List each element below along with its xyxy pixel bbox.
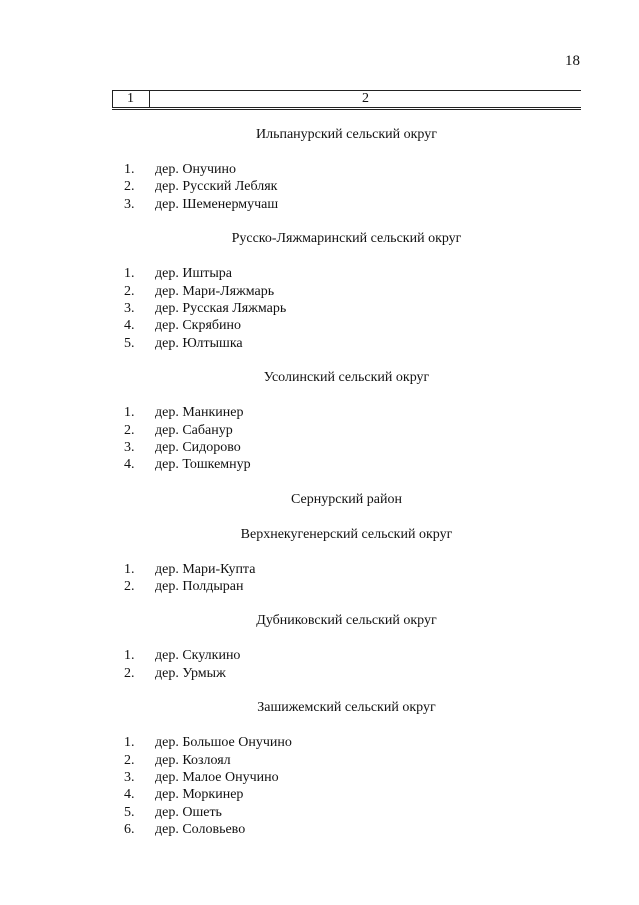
item-name: дер. Русская Ляжмарь xyxy=(155,300,287,316)
item-number: 4. xyxy=(124,457,135,473)
column-2-number: 2 xyxy=(362,91,369,106)
item-number: 1. xyxy=(124,561,135,577)
item-name: дер. Козлоял xyxy=(155,752,231,768)
item-name: дер. Сидорово xyxy=(155,439,241,455)
item-name: дер. Манкинер xyxy=(155,405,244,421)
item-number: 2. xyxy=(124,579,135,595)
item-name: дер. Сабанур xyxy=(155,422,233,438)
village-list xyxy=(112,561,581,596)
item-name: дер. Тошкемнур xyxy=(155,457,251,473)
item-name: дер. Урмыж xyxy=(155,665,226,681)
item-name: дер. Мари-Купта xyxy=(155,561,256,577)
list-item xyxy=(112,786,581,803)
list-item xyxy=(112,317,581,334)
section-title: Усолинский сельский округ xyxy=(263,370,430,386)
list-item xyxy=(112,404,581,421)
item-name: дер. Скулкино xyxy=(155,648,241,664)
village-list xyxy=(112,404,581,474)
item-number: 2. xyxy=(124,179,135,195)
item-number: 5. xyxy=(124,335,135,351)
item-name: дер. Ошеть xyxy=(155,804,222,820)
item-name: дер. Малое Онучино xyxy=(155,770,279,786)
village-list xyxy=(112,647,581,682)
list-item xyxy=(112,647,581,664)
section-title: Верхнекугенерский сельский округ xyxy=(240,526,453,542)
item-name: дер. Соловьево xyxy=(155,822,246,838)
section-title: Зашижемский сельский округ xyxy=(257,700,436,716)
list-item xyxy=(112,578,581,595)
item-number: 1. xyxy=(124,266,135,282)
item-number: 4. xyxy=(124,787,135,803)
item-number: 2. xyxy=(124,665,135,681)
list-item xyxy=(112,300,581,317)
item-number: 3. xyxy=(124,196,135,212)
list-item xyxy=(112,196,581,213)
item-name: дер. Онучино xyxy=(155,162,236,177)
column-1-number: 1 xyxy=(127,91,134,106)
list-item xyxy=(112,734,581,751)
item-name: дер. Скрябино xyxy=(155,318,242,334)
item-number: 1. xyxy=(124,648,135,664)
list-item xyxy=(112,439,581,456)
list-item xyxy=(112,161,581,178)
item-name: дер. Полдыран xyxy=(155,579,244,595)
list-item xyxy=(112,283,581,300)
item-number: 2. xyxy=(124,283,135,299)
header-bottom-rule-double xyxy=(112,109,581,110)
item-name: дер. Большое Онучино xyxy=(155,735,292,751)
item-number: 4. xyxy=(124,318,135,334)
section-title: Дубниковский сельский округ xyxy=(256,613,437,629)
list-item xyxy=(112,752,581,769)
item-number: 3. xyxy=(124,770,135,786)
village-list xyxy=(112,265,581,352)
item-number: 2. xyxy=(124,752,135,768)
village-list xyxy=(112,734,581,838)
list-item xyxy=(112,561,581,578)
village-list xyxy=(112,161,581,213)
item-number: 5. xyxy=(124,804,135,820)
list-item xyxy=(112,804,581,821)
header-bottom-rule xyxy=(112,107,581,108)
section-title: Ильпанурский сельский округ xyxy=(255,127,437,142)
list-item xyxy=(112,821,581,838)
list-item xyxy=(112,422,581,439)
item-number: 1. xyxy=(124,162,135,177)
item-number: 1. xyxy=(124,405,135,421)
list-item xyxy=(112,456,581,473)
section-title: Русско-Ляжмаринский сельский округ xyxy=(231,231,462,247)
item-number: 6. xyxy=(124,822,135,838)
item-name: дер. Русский Лебляк xyxy=(155,179,278,195)
list-item xyxy=(112,769,581,786)
list-item xyxy=(112,665,581,682)
document-body xyxy=(112,126,581,856)
page-number: 18 xyxy=(565,53,580,69)
list-item xyxy=(112,265,581,282)
item-name: дер. Мари-Ляжмарь xyxy=(155,283,275,299)
item-name: дер. Юлтышка xyxy=(155,335,243,351)
item-name: дер. Иштыра xyxy=(155,266,232,282)
item-number: 3. xyxy=(124,300,135,316)
item-name: дер. Моркинер xyxy=(155,787,244,803)
item-number: 2. xyxy=(124,422,135,438)
list-item xyxy=(112,335,581,352)
item-number: 1. xyxy=(124,735,135,751)
district-title: Сернурский район xyxy=(291,491,402,507)
table-column-header xyxy=(112,90,581,108)
item-name: дер. Шеменермучаш xyxy=(155,196,279,212)
list-item xyxy=(112,178,581,195)
item-number: 3. xyxy=(124,439,135,455)
